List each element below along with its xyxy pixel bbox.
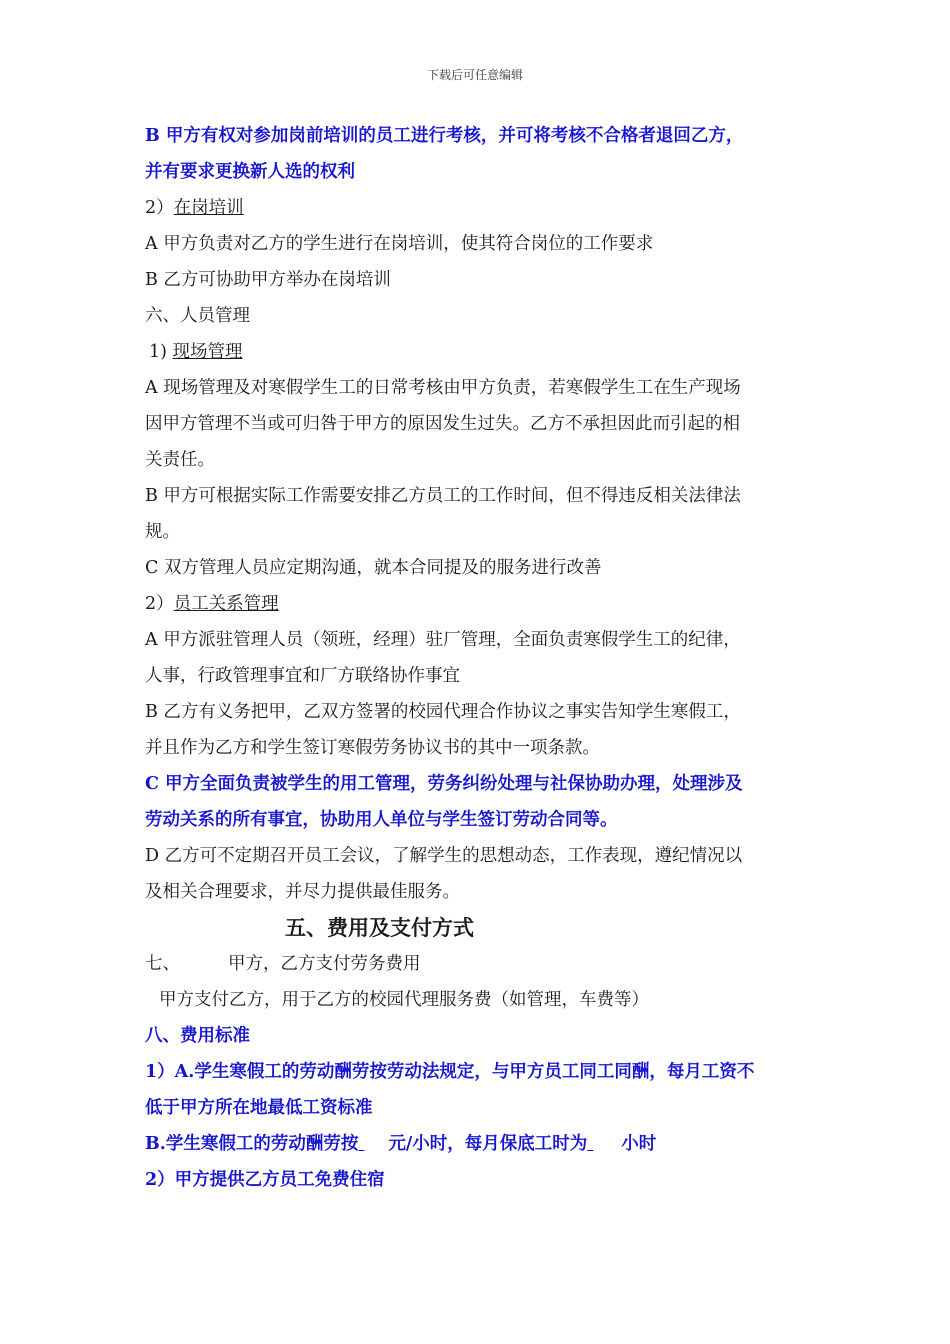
clause-b-site-1: B 甲方可根据实际工作需要安排乙方员工的工作时间，但不得违反相关法律法 xyxy=(145,486,741,506)
clause-d-relations-2: 及相关合理要求，并尽力提供最佳服务。 xyxy=(145,882,460,902)
clause-b-assessment: B 甲方有权对参加岗前培训的员工进行考核，并可将考核不合格者退回乙方， xyxy=(145,126,744,146)
section-title: 甲方，乙方支付劳务费用 xyxy=(228,954,421,974)
clause-fee-a-1: 1）A.学生寒假工的劳动酬劳按劳动法规定，与甲方员工同工同酬，每月工资不 xyxy=(145,1062,755,1082)
section-title: 员工关系管理 xyxy=(173,594,279,614)
clause-a-relations-1: A 甲方派驻管理人员（领班，经理）驻厂管理，全面负责寒假学生工的纪律， xyxy=(145,630,741,650)
clause-fee-a-2: 低于甲方所在地最低工资标准 xyxy=(145,1098,373,1118)
clause-c-relations-1: C 甲方全面负责被学生的用工管理，劳务纠纷处理与社保协助办理，处理涉及 xyxy=(145,774,743,794)
clause-fee-b xyxy=(145,1126,810,1162)
section-title: 现场管理 xyxy=(172,342,243,362)
section-number: 七、 xyxy=(145,954,180,974)
section-title: 在岗培训 xyxy=(173,198,244,218)
section-fee-standard: 八、费用标准 xyxy=(145,1026,250,1046)
clause-a-site-1: A 现场管理及对寒假学生工的日常考核由甲方负责，若寒假学生工在生产现场 xyxy=(145,378,741,398)
min-hours-blank xyxy=(587,1126,621,1162)
clause-b-training: B 乙方可协助甲方举办在岗培训 xyxy=(145,270,391,290)
clause-b-relations-2: 并且作为乙方和学生签订寒假劳务协议书的其中一项条款。 xyxy=(145,738,600,758)
section-number: 1) xyxy=(149,342,173,362)
section-number: 2） xyxy=(145,198,174,218)
clause-c-relations-2: 劳动关系的所有事宜，协助用人单位与学生签订劳动合同等。 xyxy=(145,810,618,830)
page-header: 下载后可任意编辑 xyxy=(426,68,523,82)
section-personnel: 六、人员管理 xyxy=(145,306,250,326)
clause-b-site-2: 规。 xyxy=(145,522,180,542)
clause-a-site-3: 关责任。 xyxy=(145,450,215,470)
document-body xyxy=(145,118,810,1198)
section-employee-relations xyxy=(145,586,810,622)
chapter-heading: 五、费用及支付方式 xyxy=(285,915,474,940)
clause-c-site: C 双方管理人员应定期沟通，就本合同提及的服务进行改善 xyxy=(145,558,602,578)
hourly-rate-blank xyxy=(358,1126,388,1162)
fee-b-text-1: B.学生寒假工的劳动酬劳按 xyxy=(145,1134,359,1154)
clause-b-assessment-cont: 并有要求更换新人选的权利 xyxy=(145,162,355,182)
clause-a-site-2: 因甲方管理不当或可归咎于甲方的原因发生过失。乙方不承担因此而引起的相 xyxy=(145,414,740,434)
clause-payment: 甲方支付乙方，用于乙方的校园代理服务费（如管理，车费等） xyxy=(159,990,649,1010)
clause-a-training: A 甲方负责对乙方的学生进行在岗培训，使其符合岗位的工作要求 xyxy=(145,234,654,254)
clause-fee-housing: 2）甲方提供乙方员工免费住宿 xyxy=(145,1170,385,1190)
clause-a-relations-2: 人事，行政管理事宜和厂方联络协作事宜 xyxy=(145,666,460,686)
section-onjob-training xyxy=(145,190,810,226)
fee-b-text-3: 小时 xyxy=(621,1134,657,1154)
section-number: 2） xyxy=(145,594,174,614)
fee-b-text-2: 元/小时，每月保底工时为 xyxy=(388,1134,588,1154)
section-site-management xyxy=(145,334,810,370)
section-payment xyxy=(145,946,810,982)
clause-d-relations-1: D 乙方可不定期召开员工会议，了解学生的思想动态，工作表现，遵纪情况以 xyxy=(145,846,743,866)
clause-b-relations-1: B 乙方有义务把甲，乙双方签署的校园代理合作协议之事实告知学生寒假工， xyxy=(145,702,741,722)
